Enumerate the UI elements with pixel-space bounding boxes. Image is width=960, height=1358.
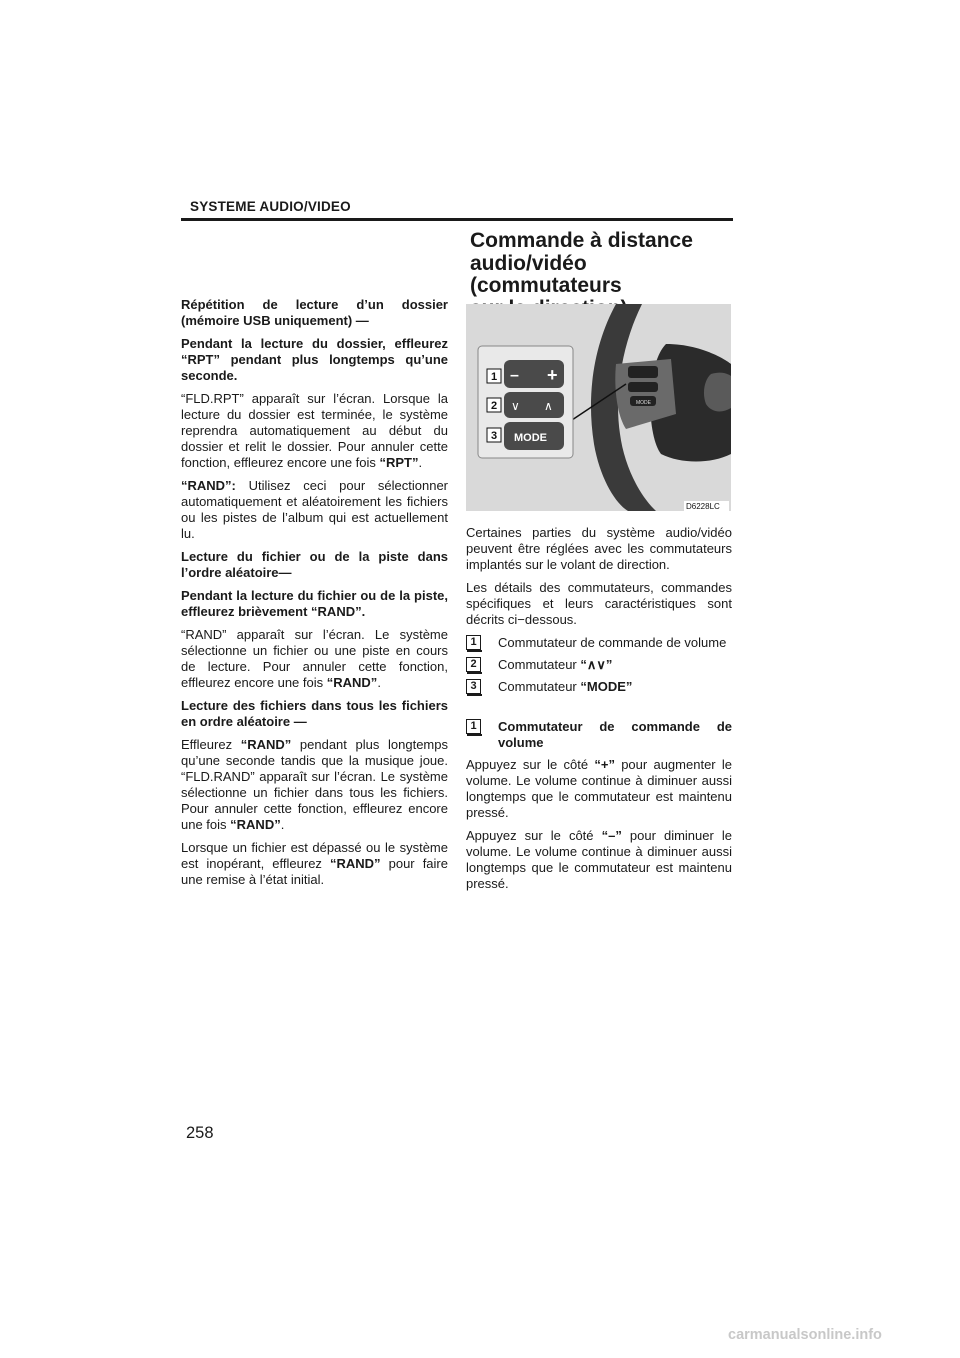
small-seek-switch <box>628 382 658 392</box>
paragraph: Appuyez sur le côté “+” pour augmenter le volume. Le volume continue à diminuer aussi longtemps que le commutateur est maintenu pressé. <box>466 757 732 820</box>
paragraph: Appuyez sur le côté “–” pour diminuer le volume. Le volume continue à diminuer aussi longtemps que le commutateur est maintenu pressé. <box>466 828 733 891</box>
paragraph: “FLD.RPT” apparaît sur l’écran. Lorsque la lecture du dossier est terminée, le système reprendra automatiquement au début du dossier et relit le dossier. Pour annuler cette fonction, effleurez encore une fois “RPT”. <box>181 391 448 470</box>
paragraph: Répétition de lecture d’un dossier (mémoire USB uniquement) — <box>181 297 448 328</box>
title-line: audio/vidéo (commutateurs <box>470 251 622 297</box>
paragraph: Pendant la lecture du fichier ou de la piste, effleurez brièvement “RAND”. <box>181 588 448 619</box>
minus-icon: – <box>510 367 519 384</box>
list-item: 3 Commutateur “MODE” <box>466 679 732 695</box>
subsection-heading: 1 Commutateur de commande de volume <box>466 719 732 751</box>
right-column <box>466 525 732 899</box>
paragraph: Lecture du fichier ou de la piste dans l’ordre aléatoire— <box>181 549 448 580</box>
list-item: 1 Commutateur de commande de volume <box>466 635 732 651</box>
paragraph: “RAND”: Utilisez ceci pour sélectionner automatiquement et aléatoirement les fichiers ou les pistes de l’album qui est actuellement lu. <box>181 478 448 541</box>
item-number: 2 <box>466 657 481 672</box>
item-number: 1 <box>466 635 481 650</box>
mode-label: MODE <box>514 432 547 444</box>
paragraph: Lecture des fichiers dans tous les fichiers en ordre aléatoire — <box>181 698 448 729</box>
steering-wheel-illustration <box>466 304 731 511</box>
chevron-up-icon: ∧ <box>544 399 553 413</box>
callout-3-label: 3 <box>491 430 498 442</box>
paragraph: “RAND” apparaît sur l’écran. Le système sélectionne un fichier ou une piste en cours de lecture. Pour annuler cette fonction, effleurez encore une fois “RAND”. <box>181 627 448 690</box>
figure-code: D6228LC <box>686 502 720 511</box>
paragraph: Effleurez “RAND” pendant plus longtemps qu’une seconde tandis que la musique joue. “FLD.RAND” apparaît sur l’écran. Le système sélectionne un fichier dans tous les fichiers. Pour annuler cette fonction, effleurez encore une fois “RAND”. <box>181 737 448 832</box>
section-header: SYSTEME AUDIO/VIDEO <box>190 199 351 214</box>
watermark: carmanualsonline.info <box>728 1327 882 1343</box>
title-line: Commande à distance <box>470 229 693 252</box>
callout-1-label: 1 <box>491 371 498 383</box>
chevron-down-icon: ∨ <box>511 399 520 413</box>
plus-icon: + <box>547 365 558 385</box>
paragraph: Certaines parties du système audio/vidéo peuvent être réglées avec les commutateurs implantés sur le volant de direction. <box>466 525 732 572</box>
steering-switch-figure <box>466 304 731 511</box>
item-number: 3 <box>466 679 481 694</box>
paragraph: Lorsque un fichier est dépassé ou le système est inopérant, effleurez “RAND” pour faire une remise à l’état initial. <box>181 840 448 887</box>
page-number: 258 <box>186 1124 214 1142</box>
small-volume-switch <box>628 366 658 378</box>
header-rule <box>181 218 733 221</box>
small-mode-label: MODE <box>636 400 651 406</box>
paragraph: Pendant la lecture du dossier, effleurez “RPT” pendant plus longtemps qu’une seconde. <box>181 336 448 383</box>
item-number: 1 <box>466 719 481 734</box>
paragraph: Les détails des commutateurs, commandes spécifiques et leurs caractéristiques sont décrits ci−dessous. <box>466 580 732 627</box>
left-column <box>181 297 448 895</box>
list-item: 2 Commutateur “∧∨” <box>466 657 732 673</box>
logo-emblem-icon <box>704 373 731 412</box>
callout-2-label: 2 <box>491 400 498 412</box>
